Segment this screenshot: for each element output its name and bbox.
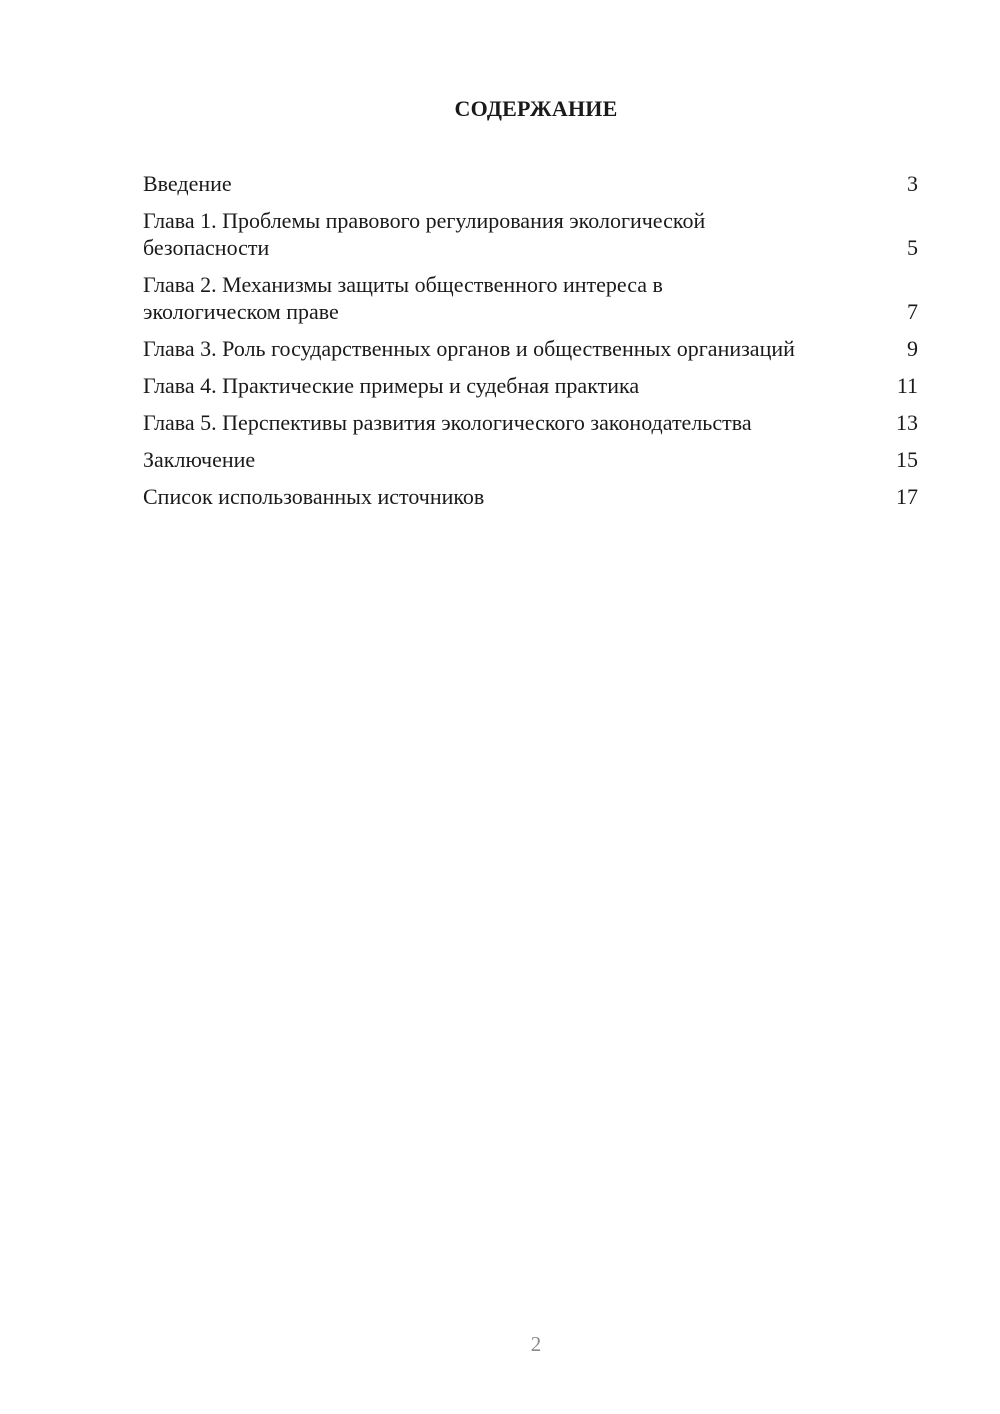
toc-entry-label: Список использованных источников (143, 484, 485, 509)
toc-entry-chapter-1 (143, 207, 918, 261)
page-number: 2 (530, 1332, 542, 1356)
toc-entry-label: Введение (143, 171, 232, 196)
toc-entry-label: Глава 4. Практические примеры и судебная практика (143, 373, 640, 398)
toc-entry-page: 5 (907, 235, 918, 260)
toc-entry-label: Глава 3. Роль государственных органов и общественных организаций (143, 336, 795, 361)
toc-entry-chapter-5 (143, 409, 918, 436)
toc-entry-chapter-4 (143, 372, 918, 399)
toc-entry-label: Глава 1. Проблемы правового регулирования экологической безопасности (143, 208, 706, 260)
toc-entry-references (143, 483, 918, 510)
table-of-contents (143, 170, 918, 520)
page-title: СОДЕРЖАНИЕ (454, 96, 618, 121)
toc-entry-page: 13 (896, 410, 918, 435)
toc-entry-page: 9 (907, 336, 918, 361)
toc-entry-page: 17 (896, 484, 918, 509)
toc-entry-label: Глава 5. Перспективы развития экологического законодательства (143, 410, 752, 435)
toc-entry-label: Глава 2. Механизмы защиты общественного интереса в экологическом праве (143, 272, 663, 324)
toc-entry-page: 7 (907, 299, 918, 324)
toc-entry-label: Заключение (143, 447, 256, 472)
toc-entry-chapter-2 (143, 271, 918, 325)
toc-entry-page: 11 (896, 373, 918, 398)
toc-entry-conclusion (143, 446, 918, 473)
toc-entry-page: 3 (907, 171, 918, 196)
toc-entry-chapter-3 (143, 335, 918, 362)
toc-entry-introduction (143, 170, 918, 197)
toc-entry-page: 15 (896, 447, 918, 472)
